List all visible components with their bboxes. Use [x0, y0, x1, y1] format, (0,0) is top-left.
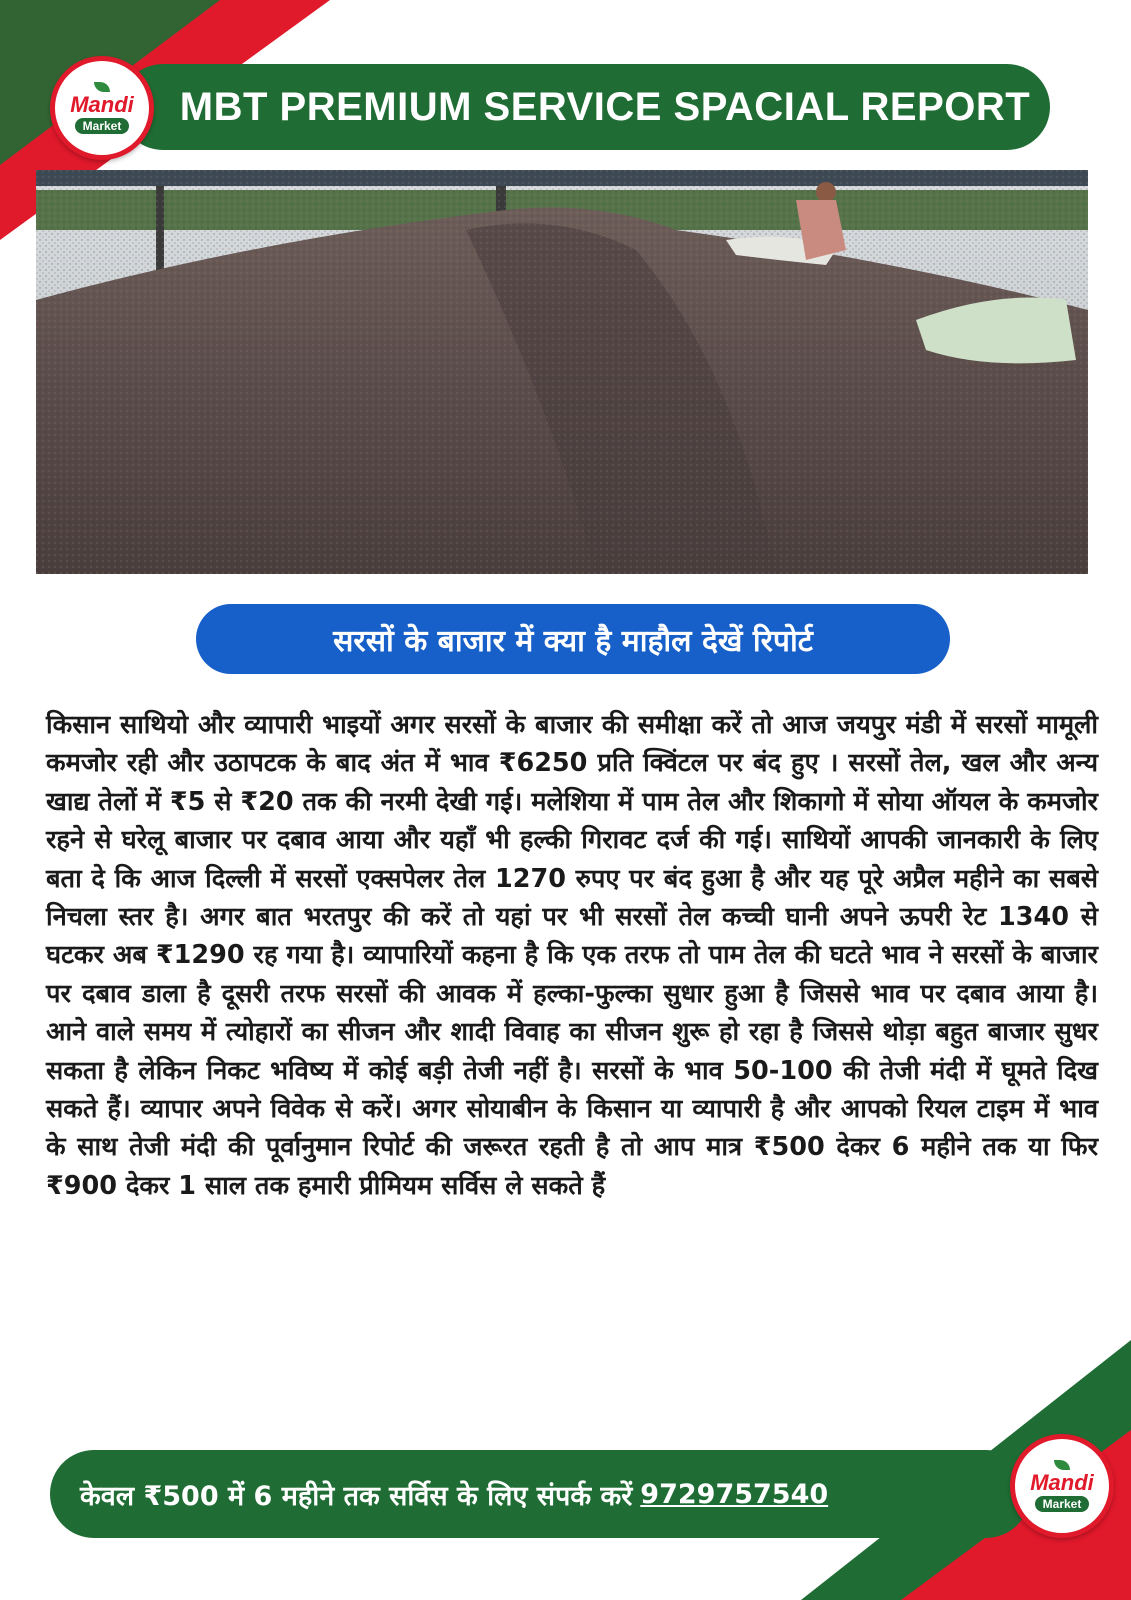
mustard-heap-photo: [36, 170, 1088, 574]
mandi-market-logo-bottom: [1010, 1434, 1114, 1538]
mandi-market-logo: [50, 56, 154, 160]
subtitle-text: सरसों के बाजार में क्या है माहौल देखें रिपोर्ट: [333, 623, 813, 659]
header-banner: [120, 64, 1050, 150]
article-body: किसान साथियो और व्यापारी भाइयों अगर सरसों के बाजार की समीक्षा करें तो आज जयपुर मंडी में सरसों मामूली कमजोर रही और उठापटक के बाद अंत में भाव ₹6250 प्रति क्विंटल पर बंद हुए । सरसों तेल, खल और अन्य खाद्य तेलों में ₹5 से ₹20 तक की नरमी देखी गई। मलेशिया में पाम तेल और शिकागो में सोया ऑयल के कमजोर रहने से घरेलू बाजार पर दबाव आया और यहाँ भी हल्की गिरावट दर्ज की गई। साथियों आपकी जानकारी के लिए बता दे कि आज दिल्ली में सरसों एक्सपेलर तेल 1270 रुपए पर बंद हुआ है और यह पूरे अप्रैल महीने का सबसे निचला स्तर है। अगर बात भरतपुर की करें तो यहां पर भी सरसों तेल कच्ची घानी अपने ऊपरी रेट 1340 से घटकर अब ₹1290 रह गया है। व्यापारियों कहना है कि एक तरफ तो पाम तेल की घटते भाव ने सरसों के बाजार पर दबाव डाला है दूसरी तरफ सरसों की आवक में हल्का-फुल्का सुधार हुआ है जिससे भाव पर दबाव आया है। आने वाले समय में त्योहारों का सीजन और शादी विवाह का सीजन शुरू हो रहा है जिससे थोड़ा बहुत बाजार सुधर सकता है लेकिन निकट भविष्य में कोई बड़ी तेजी नहीं है। सरसों के भाव 50-100 की तेजी मंदी में घूमते दिख सकते हैं। व्यापार अपने विवेक से करें। अगर सोयाबीन के किसान या व्यापारी है और आपको रियल टाइम में भाव के साथ तेजी मंदी की पूर्वानुमान रिपोर्ट की जरूरत रहती है तो आप मात्र ₹500 देकर 6 महीने तक या फिर ₹900 देकर 1 साल तक हमारी प्रीमियम सर्विस ले सकते हैं: [46, 710, 1098, 1201]
leaf-icon: [94, 82, 110, 92]
leaf-icon: [1054, 1460, 1070, 1470]
logo-brand-text: Mandi: [70, 92, 134, 117]
logo-sub-text: Market: [1035, 1496, 1090, 1512]
footer-text: केवल ₹500 में 6 महीने तक सर्विस के लिए संपर्क करें: [80, 1480, 633, 1512]
logo-brand-text: Mandi: [1030, 1470, 1094, 1495]
footer-banner: [50, 1450, 1030, 1538]
logo-sub-text: Market: [75, 118, 130, 134]
page-title: MBT PREMIUM SERVICE SPACIAL REPORT: [179, 84, 1031, 129]
subtitle-banner: [196, 604, 950, 674]
contact-phone-link[interactable]: 9729757540: [640, 1478, 829, 1510]
photo-illustration: [36, 170, 1088, 574]
